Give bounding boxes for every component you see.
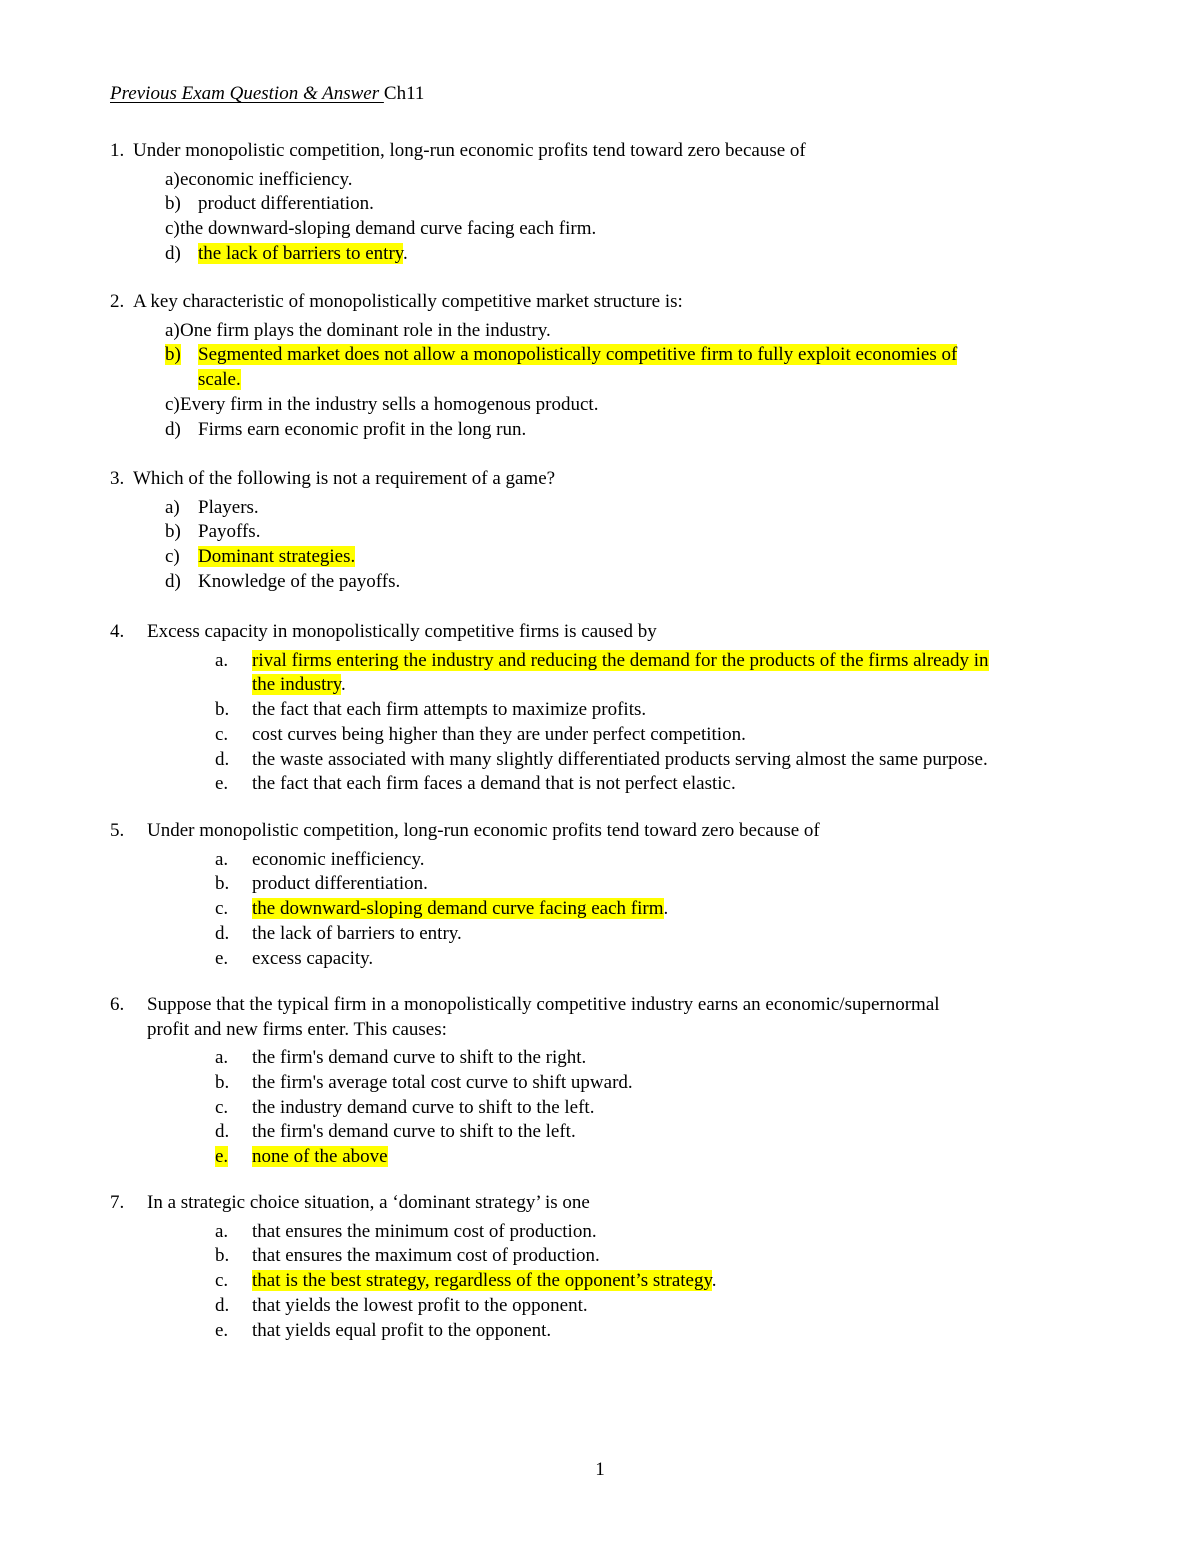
question-text-continued: profit and new firms enter. This causes: [147,1018,447,1040]
title-underlined: Previous Exam Question & Answer [110,83,384,104]
option-text [252,848,1100,873]
option-label-highlight: e. [215,1146,229,1168]
option-text [180,168,1100,193]
answer-option [0,772,1200,797]
option-label: b. [215,1072,230,1094]
option-label: d) [165,418,181,440]
answer-option [0,168,1200,193]
question-number: 6. [110,994,125,1015]
option-label: b) [165,193,181,215]
option-label: c. [215,1096,229,1118]
answer-option [0,192,1200,217]
answer-option [0,1096,1200,1121]
option-label-highlight: c. [215,1270,229,1292]
answer-option [0,1046,1200,1071]
answer-option [0,343,1200,392]
option-text-value: Players. [198,496,259,518]
option-label: d) [165,570,181,592]
option-label: b) [165,521,181,543]
document-title [110,82,424,106]
answer-option [0,545,1200,570]
question-number: 4. [110,621,125,642]
option-label: a) [165,168,180,190]
answer-option [0,1071,1200,1096]
option-text-value: that ensures the maximum cost of production. [252,1245,600,1267]
option-label [215,1145,228,1170]
option-label: c) [165,393,180,415]
correct-answer-text: none of the above [252,1146,388,1168]
question-stem [0,139,1200,164]
option-text [198,192,1100,217]
option-text [198,570,1100,595]
question-text: Under monopolistic competition, long-run economic profits tend toward zero because of [147,820,820,841]
question-stem [0,620,1200,645]
correct-answer-text: Dominant strategies. [198,546,356,568]
option-label [215,1269,228,1294]
answer-option [0,418,1200,443]
question-stem-continued [0,1018,1200,1043]
answer-option [0,393,1200,418]
question-text: Excess capacity in monopolistically competitive firms is caused by [147,621,657,642]
question-text: In a strategic choice situation, a ‘dominant strategy’ is one [147,1192,590,1213]
option-text [198,343,1100,368]
option-label [215,897,228,922]
option-text-value: the industry demand curve to shift to the left. [252,1096,595,1118]
option-label [165,242,181,267]
option-text [198,242,1100,267]
option-text [252,698,1100,723]
option-text [252,1096,1100,1121]
question-text: A key characteristic of monopolistically competitive market structure is: [133,291,683,312]
option-text [252,1145,1100,1170]
option-text-value: the lack of barriers to entry. [252,922,462,944]
option-text [198,496,1100,521]
correct-answer-text: the lack of barriers to entry [198,242,404,264]
option-text-value: product differentiation. [198,193,374,215]
correct-answer-text: the downward-sloping demand curve facing each firm [252,898,664,920]
option-text-suffix: . [711,1270,717,1292]
option-text-suffix: . [341,674,346,696]
option-text-value: product differentiation. [252,873,428,895]
option-label [215,649,228,674]
option-text [198,545,1100,570]
option-label: d. [215,922,230,944]
option-label: b. [215,1245,230,1267]
option-text-value: economic inefficiency. [252,848,425,870]
option-text [252,649,1100,674]
option-text [252,1319,1100,1344]
option-label: a. [215,848,229,870]
option-label: e. [215,947,229,969]
answer-option [0,1220,1200,1245]
option-text [180,319,1100,344]
option-label-highlight: d) [165,242,181,264]
question-stem [0,290,1200,315]
title-chapter: Ch11 [383,83,425,104]
question-number: 2. [110,291,125,312]
option-label: a) [165,496,180,518]
option-label: d. [215,748,230,770]
option-text-value: that yields the lowest profit to the opponent. [252,1294,588,1316]
option-text-value: Knowledge of the payoffs. [198,570,401,592]
option-text-value: One firm plays the dominant role in the industry. [180,319,551,341]
option-text-suffix: . [403,242,408,264]
correct-answer-text: Segmented market does not allow a monopolistically competitive firm to fully exploit economies of [198,344,958,366]
answer-option [0,520,1200,545]
option-text [252,1046,1100,1071]
answer-option [0,1319,1200,1344]
option-label-highlight: b) [165,344,181,366]
option-text [180,217,1100,242]
question-text: Which of the following is not a requirement of a game? [133,468,556,489]
option-text-value: the firm's average total cost curve to shift upward. [252,1072,633,1094]
option-text-value: excess capacity. [252,947,374,969]
question-stem [0,819,1200,844]
question-number: 7. [110,1192,125,1213]
question-item [0,290,1200,442]
option-text-value: economic inefficiency. [180,168,353,190]
answer-option [0,698,1200,723]
option-label [165,343,181,368]
option-text-value: the fact that each firm faces a demand that is not perfect elastic. [252,773,736,795]
option-text-value: the firm's demand curve to shift to the left. [252,1121,576,1143]
answer-option [0,649,1200,698]
option-text-value: Payoffs. [198,521,261,543]
option-text [252,922,1100,947]
answer-option [0,748,1200,773]
option-text [252,723,1100,748]
option-text [198,520,1100,545]
option-text [252,1120,1100,1145]
answer-option [0,1244,1200,1269]
answer-option [0,570,1200,595]
option-text-value: the fact that each firm attempts to maximize profits. [252,699,647,721]
question-text: Suppose that the typical firm in a monopolistically competitive industry earns an economic/supernormal [147,994,940,1015]
option-label: c) [165,218,180,240]
correct-answer-text-continued: the industry [252,674,342,696]
option-label-highlight: c. [215,898,229,920]
option-label: b. [215,873,230,895]
question-item [0,467,1200,595]
option-text-value: that yields equal profit to the opponent. [252,1319,552,1341]
answer-option [0,897,1200,922]
question-stem [0,467,1200,492]
option-label: d. [215,1294,230,1316]
question-item [0,819,1200,971]
option-label: a. [215,1220,229,1242]
option-text-value: that ensures the minimum cost of production. [252,1220,597,1242]
option-text [252,897,1100,922]
option-label: b. [215,699,230,721]
answer-option [0,1120,1200,1145]
answer-option [0,922,1200,947]
option-label: c. [215,723,229,745]
option-label: d. [215,1121,230,1143]
option-label: e. [215,773,229,795]
option-text-value: the waste associated with many slightly differentiated products serving almost the same purpose. [252,748,988,770]
correct-answer-text: that is the best strategy, regardless of the opponent’s strategy [252,1270,712,1292]
option-label-highlight: c) [165,546,180,568]
question-item [0,620,1200,797]
option-label: a. [215,1047,229,1069]
question-stem [0,1191,1200,1216]
option-text [252,772,1100,797]
option-text [252,748,1100,773]
question-text: Under monopolistic competition, long-run economic profits tend toward zero because of [133,140,806,161]
option-text-continued [252,673,1100,698]
question-item [0,139,1200,267]
answer-option [0,1145,1200,1170]
answer-option [0,723,1200,748]
option-text-value: Firms earn economic profit in the long run. [198,418,527,440]
answer-option [0,947,1200,972]
option-text [252,1071,1100,1096]
option-text [198,418,1100,443]
answer-option [0,872,1200,897]
option-text [252,872,1100,897]
option-text-value: cost curves being higher than they are under perfect competition. [252,723,746,745]
option-label-highlight: a. [215,649,229,671]
answer-option [0,848,1200,873]
option-text-suffix: . [663,898,669,920]
option-text [252,947,1100,972]
correct-answer-text: rival firms entering the industry and reducing the demand for the products of the firms already in [252,649,989,671]
answer-option [0,1269,1200,1294]
question-stem [0,993,1200,1018]
option-text-continued [198,368,1100,393]
correct-answer-text-continued: scale. [198,369,241,391]
option-text-value: the downward-sloping demand curve facing each firm. [180,218,597,240]
question-item [0,1191,1200,1343]
option-text [180,393,1100,418]
option-text [252,1244,1100,1269]
question-number: 1. [110,140,125,161]
option-text-value: Every firm in the industry sells a homogenous product. [180,393,599,415]
option-label: a) [165,319,180,341]
option-text-value: the firm's demand curve to shift to the right. [252,1047,587,1069]
answer-option [0,319,1200,344]
page-number: 1 [595,1459,605,1480]
answer-option [0,217,1200,242]
answer-option [0,242,1200,267]
question-item [0,993,1200,1170]
question-number: 5. [110,820,125,841]
option-label: e. [215,1319,229,1341]
answer-option [0,1294,1200,1319]
option-text [252,1269,1100,1294]
option-text [252,1294,1100,1319]
answer-option [0,496,1200,521]
question-number: 3. [110,468,125,489]
option-label [165,545,180,570]
option-text [252,1220,1100,1245]
